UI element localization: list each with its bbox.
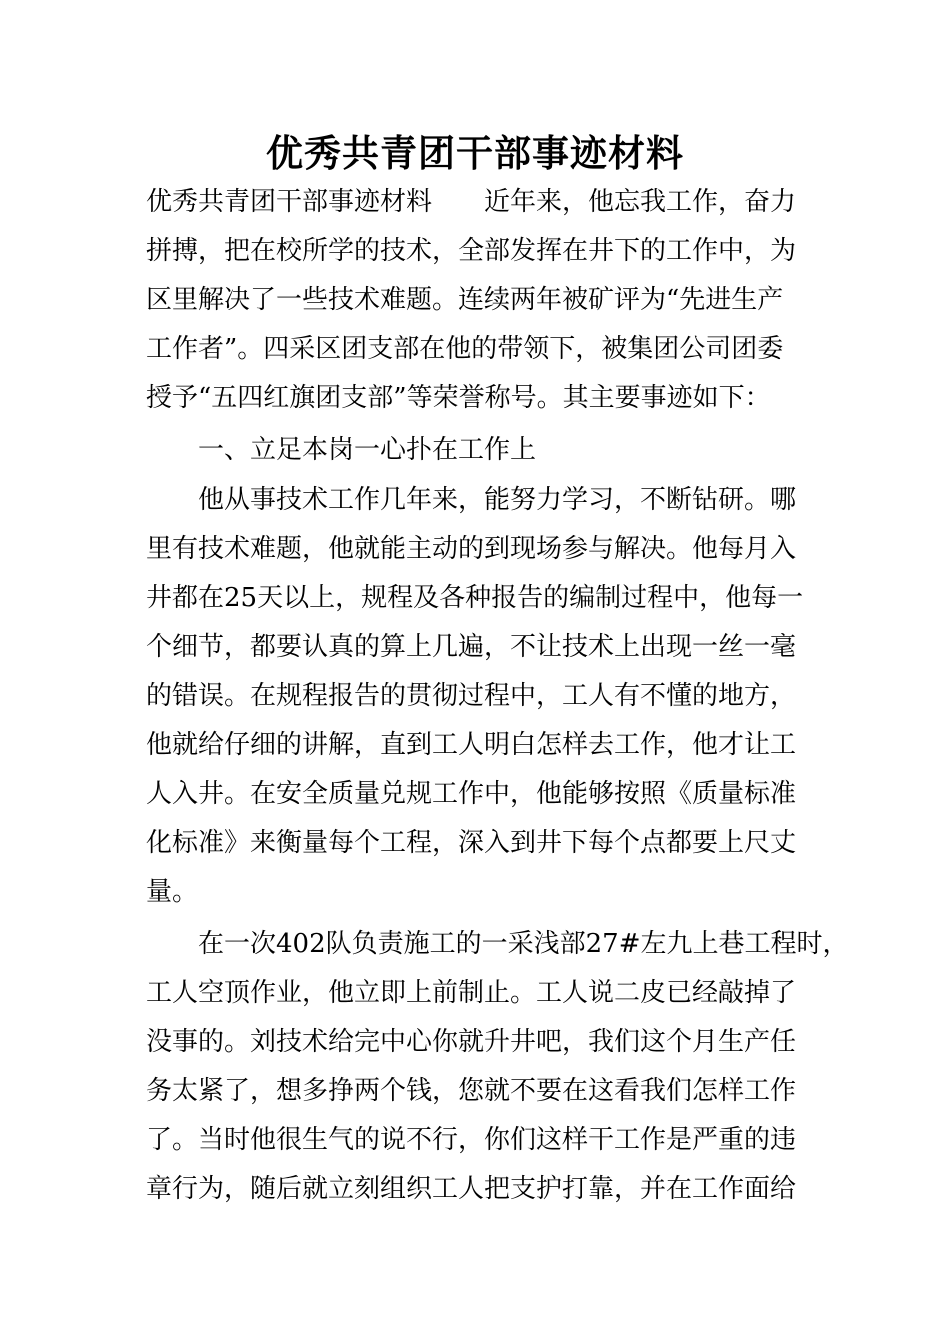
- text-line: 量。: [146, 877, 199, 907]
- text-line: 没事的。刘技术给完中心你就升井吧，我们这个月生产任: [146, 1027, 797, 1057]
- text-line: 他就给仔细的讲解，直到工人明白怎样去工作，他才让工: [146, 730, 797, 760]
- text-line: 务太紧了，想多挣两个钱，您就不要在这看我们怎样工作: [146, 1076, 797, 1106]
- text-line: 工人空顶作业，他立即上前制止。工人说二皮已经敲掉了: [146, 978, 797, 1008]
- text-line: 授予“五四红旗团支部”等荣誉称号。其主要事迹如下：: [146, 383, 771, 413]
- text-line: 人入井。在安全质量兑规工作中，他能够按照《质量标准: [146, 779, 797, 809]
- text-line: 在一次402队负责施工的一采浅部27#左九上巷工程时，: [146, 929, 849, 959]
- text-line: 井都在25天以上，规程及各种报告的编制过程中，他每一: [146, 583, 804, 613]
- text-line: 工作者”。四采区团支部在他的带领下，被集团公司团委: [146, 334, 784, 364]
- text-line: 章行为，随后就立刻组织工人把支护打靠，并在工作面给: [146, 1174, 797, 1204]
- section-heading: 一、立足本岗一心扑在工作上: [146, 435, 537, 465]
- document-title: 优秀共青团干部事迹材料: [266, 131, 684, 175]
- text-line: 优秀共青团干部事迹材料 近年来，他忘我工作，奋力: [146, 187, 797, 217]
- text-line: 的错误。在规程报告的贯彻过程中，工人有不懂的地方，: [146, 681, 797, 711]
- text-line: 化标准》来衡量每个工程，深入到井下每个点都要上尺丈: [146, 828, 797, 858]
- text-line: 个细节，都要认真的算上几遍，不让技术上出现一丝一毫: [146, 632, 797, 662]
- text-line: 拼搏，把在校所学的技术，全部发挥在井下的工作中，为: [146, 236, 797, 266]
- text-line: 了。当时他很生气的说不行，你们这样干工作是严重的违: [146, 1125, 797, 1155]
- text-line: 里有技术难题，他就能主动的到现场参与解决。他每月入: [146, 534, 797, 564]
- text-line: 他从事技术工作几年来，能努力学习，不断钻研。哪: [146, 485, 797, 515]
- text-line: 区里解决了一些技术难题。连续两年被矿评为“先进生产: [146, 285, 784, 315]
